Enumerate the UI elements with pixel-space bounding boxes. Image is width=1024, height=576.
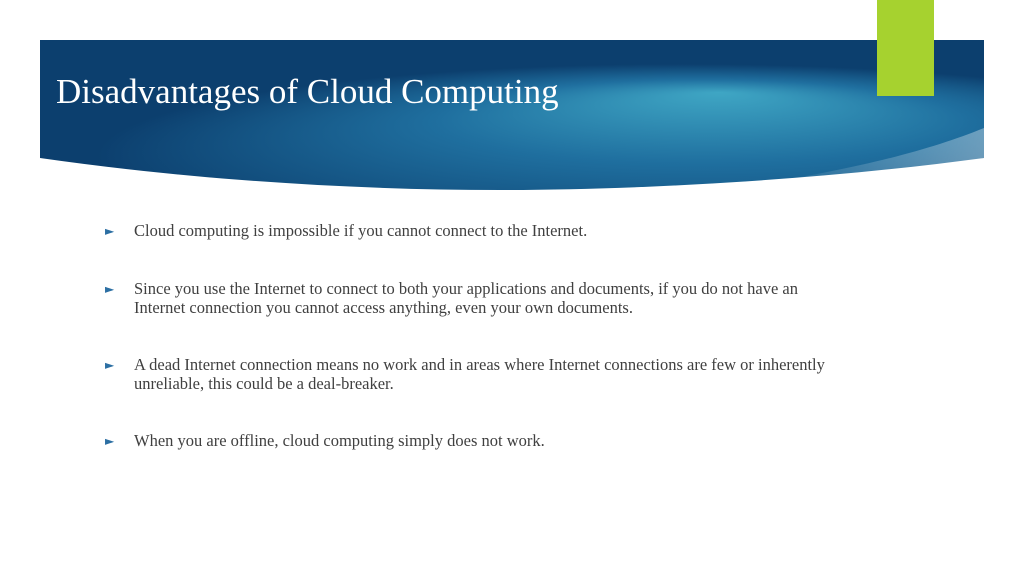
bullet-text: Since you use the Internet to connect to both your applications and documents, if you do not have an Internet connection you cannot access anything, even your own documents. [134, 279, 798, 317]
bullet-text: Cloud computing is impossible if you cannot connect to the Internet. [134, 221, 588, 240]
bullet-text: A dead Internet connection means no work and in areas where Internet connections are few or inherently unreliable, this could be a deal-breaker. [134, 355, 825, 393]
bullet-arrow-icon: ► [105, 434, 115, 448]
title-banner-background [40, 40, 984, 192]
accent-tab [877, 0, 934, 96]
bullet-list [105, 221, 825, 450]
bullet-item [105, 431, 825, 450]
bullet-item [105, 221, 825, 240]
bullet-arrow-icon: ► [105, 358, 115, 372]
bullet-item [105, 355, 825, 393]
bullet-arrow-icon: ► [105, 282, 115, 296]
slide-title: Disadvantages of Cloud Computing [56, 72, 559, 111]
bullet-arrow-icon: ► [105, 224, 115, 238]
bullet-item [105, 279, 825, 317]
title-banner [40, 40, 984, 192]
bullet-text: When you are offline, cloud computing simply does not work. [134, 431, 545, 450]
